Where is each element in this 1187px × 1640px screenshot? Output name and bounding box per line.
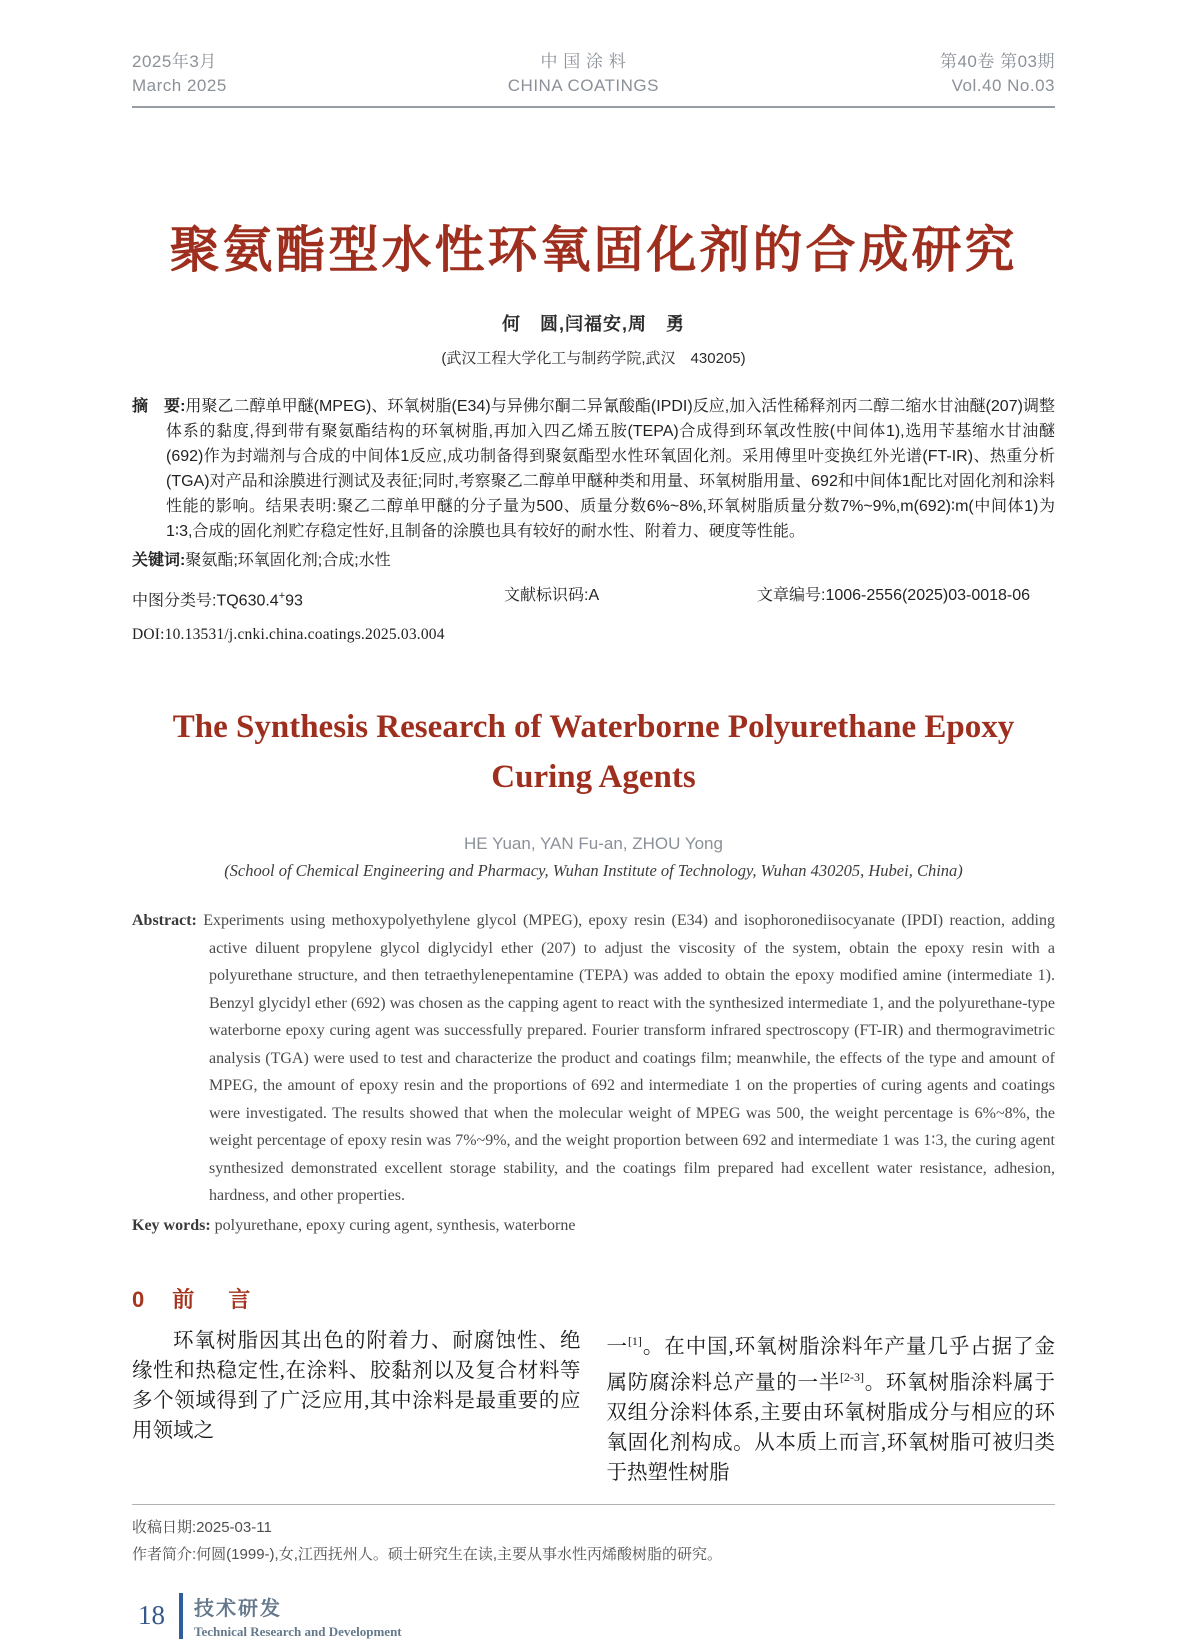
section-title: 前 言 xyxy=(172,1287,265,1313)
header-journal-en: CHINA COATINGS xyxy=(507,76,659,95)
footnotes xyxy=(132,1504,1055,1568)
abstract-zh xyxy=(132,394,1055,544)
authors-zh: 何 圆,闫福安,周 勇 xyxy=(501,314,685,334)
footer-divider-bar xyxy=(179,1593,183,1639)
reference-citation-1: [1] xyxy=(627,1334,642,1349)
abstract-en xyxy=(132,907,1055,1210)
header-date-en: March 2025 xyxy=(132,76,227,95)
intro-right-seg2: 。在中国,环氧树脂涂料年产量几乎占据了金属防腐涂料总产量的一半 xyxy=(606,1336,1056,1394)
header-issue-en: Vol.40 No.03 xyxy=(951,76,1055,95)
intro-column-left: 环氧树脂因其出色的附着力、耐腐蚀性、绝缘性和热稳定性,在涂料、胶黏剂以及复合材料等多个领域得到了广泛应用,其中涂料是最重要的应用领域之 xyxy=(132,1330,581,1443)
affiliation-en: (School of Chemical Engineering and Pharmacy, Wuhan Institute of Technology, Wuhan 430205, Hubei, China) xyxy=(224,861,963,881)
authors-en: HE Yuan, YAN Fu-an, ZHOU Yong xyxy=(464,834,723,854)
article-title-en-line1: The Synthesis Research of Waterborne Polyurethane Epoxy xyxy=(172,709,1015,746)
abstract-zh-label: 摘 要: xyxy=(132,398,186,415)
author-biography: 作者简介:何圆(1999-),女,江西抚州人。硕士研究生在读,主要从事水性丙烯酸树脂的研究。 xyxy=(132,1545,723,1563)
intro-right-seg1: 一 xyxy=(606,1336,628,1359)
keywords-zh-label: 关键词: xyxy=(132,552,186,569)
article-title-en xyxy=(132,702,1055,802)
page-footer xyxy=(132,1592,1055,1640)
header-journal-name xyxy=(508,50,659,98)
affiliation-zh: (武汉工程大学化工与制药学院,武汉 430205) xyxy=(441,350,746,367)
article-number: 文章编号:1006-2556(2025)03-0018-06 xyxy=(757,587,1031,604)
footer-column-name xyxy=(194,1592,402,1640)
keywords-en-label: Key words: xyxy=(132,1216,211,1234)
header-date-zh: 2025年3月 xyxy=(132,52,217,71)
header-journal-zh: 中 国 涂 料 xyxy=(540,52,627,71)
article-title-en-line2: Curing Agents xyxy=(491,759,696,796)
clc-number-pre: 中图分类号:TQ630.4 xyxy=(132,592,279,610)
doi: DOI:10.13531/j.cnki.china.coatings.2025.03.004 xyxy=(132,626,445,644)
section-heading-intro xyxy=(132,1283,1055,1314)
abstract-zh-text: 用聚乙二醇单甲醚(MPEG)、环氧树脂(E34)与异佛尔酮二异氰酸酯(IPDI)反应,加入活性稀释剂丙二醇二缩水甘油醚(207)调整体系的黏度,得到带有聚氨酯结构的环氧树脂,再加入四乙烯五胺(TEPA)合成得到环氧改性胺(中间体1),选用苄基缩水甘油醚(692)作为封端剂与合成的中间体1反应,成功制备得到聚氨酯型水性环氧固化剂。采用傅里叶变换红外光谱(FT-IR)、热重分析(TGA)对产品和涂膜进行测试及表征;同时,考察聚乙二醇单甲醚种类和用量、环氧树脂用量、692和中间体1配比对固化剂和涂料性能的影响。结果表明:聚乙二醇单甲醚的分子量为500、质量分数6%~8%,环氧树脂质量分数7%~9%,m(692)∶m(中间体1)为1∶3,合成的固化剂贮存稳定性好,且制备的涂膜也具有较好的耐水性、附着力、硬度等性能。 xyxy=(166,398,1055,540)
keywords-en-text: polyurethane, epoxy curing agent, synthesis, waterborne xyxy=(214,1216,576,1234)
header-volume-issue xyxy=(940,50,1055,98)
article-title-zh: 聚氨酯型水性环氧固化剂的合成研究 xyxy=(169,222,1018,278)
clc-number-sup: + xyxy=(278,590,286,602)
received-date: 收稿日期:2025-03-11 xyxy=(132,1518,272,1536)
journal-header xyxy=(132,50,1055,108)
intro-column-right xyxy=(607,1326,1056,1488)
abstract-en-label: Abstract: xyxy=(132,912,197,930)
reference-citation-2-3: [2-3] xyxy=(839,1370,864,1385)
clc-number-post: 93 xyxy=(285,592,303,610)
footer-column-zh: 技术研发 xyxy=(194,1597,282,1620)
section-number: 0 xyxy=(132,1287,147,1313)
header-issue-date xyxy=(132,50,227,98)
document-code: 文献标识码:A xyxy=(504,587,600,604)
keywords-zh xyxy=(132,548,1055,573)
meta-row xyxy=(132,585,1055,612)
abstract-en-text: Experiments using methoxypolyethylene glycol (MPEG), epoxy resin (E34) and isophoronediisocyanate (IPDI) reaction, adding active diluent propylene glycol diglycidyl ether (207) to adjust the viscosity of the system, obtain the epoxy resin with a polyurethane structure, and then tetraethylenepentamine (TEPA) was added to obtain the epoxy modified amine (intermediate 1). Benzyl glycidyl ether (692) was chosen as the capping agent to react with the synthesized intermediate 1, and the polyurethane-type waterborne epoxy curing agent was successfully prepared. Fourier transform infrared spectroscopy (FT-IR) and thermogravimetric analysis (TGA) were used to test and characterize the product and coatings film; meanwhile, the effects of the type and amount of MPEG, the amount of epoxy resin and the proportions of 692 and intermediate 1 on the properties of curing agents and coatings were investigated. The results showed that when the molecular weight of MPEG was 500, the weight percentage is 6%~8%, the weight percentage of epoxy resin was 7%~9%, and the weight proportion between 692 and intermediate 1 was 1∶3, the curing agent synthesized demonstrated excellent storage stability, and the coatings film prepared had excellent water resistance, adhesion, hardness, and other properties. xyxy=(203,912,1055,1205)
keywords-en xyxy=(132,1212,1055,1240)
keywords-zh-text: 聚氨酯;环氧固化剂;合成;水性 xyxy=(185,552,391,569)
clc-number xyxy=(132,585,504,612)
footer-column-en: Technical Research and Development xyxy=(194,1623,402,1639)
intro-right-seg3: 。环氧树脂涂料属于双组分涂料体系,主要由环氧树脂成分与相应的环氧固化剂构成。从本质上而言,环氧树脂可被归类于热塑性树脂 xyxy=(606,1371,1056,1484)
intro-columns xyxy=(132,1326,1055,1488)
page-number: 18 xyxy=(138,1600,165,1631)
header-issue-zh: 第40卷 第03期 xyxy=(939,52,1055,71)
